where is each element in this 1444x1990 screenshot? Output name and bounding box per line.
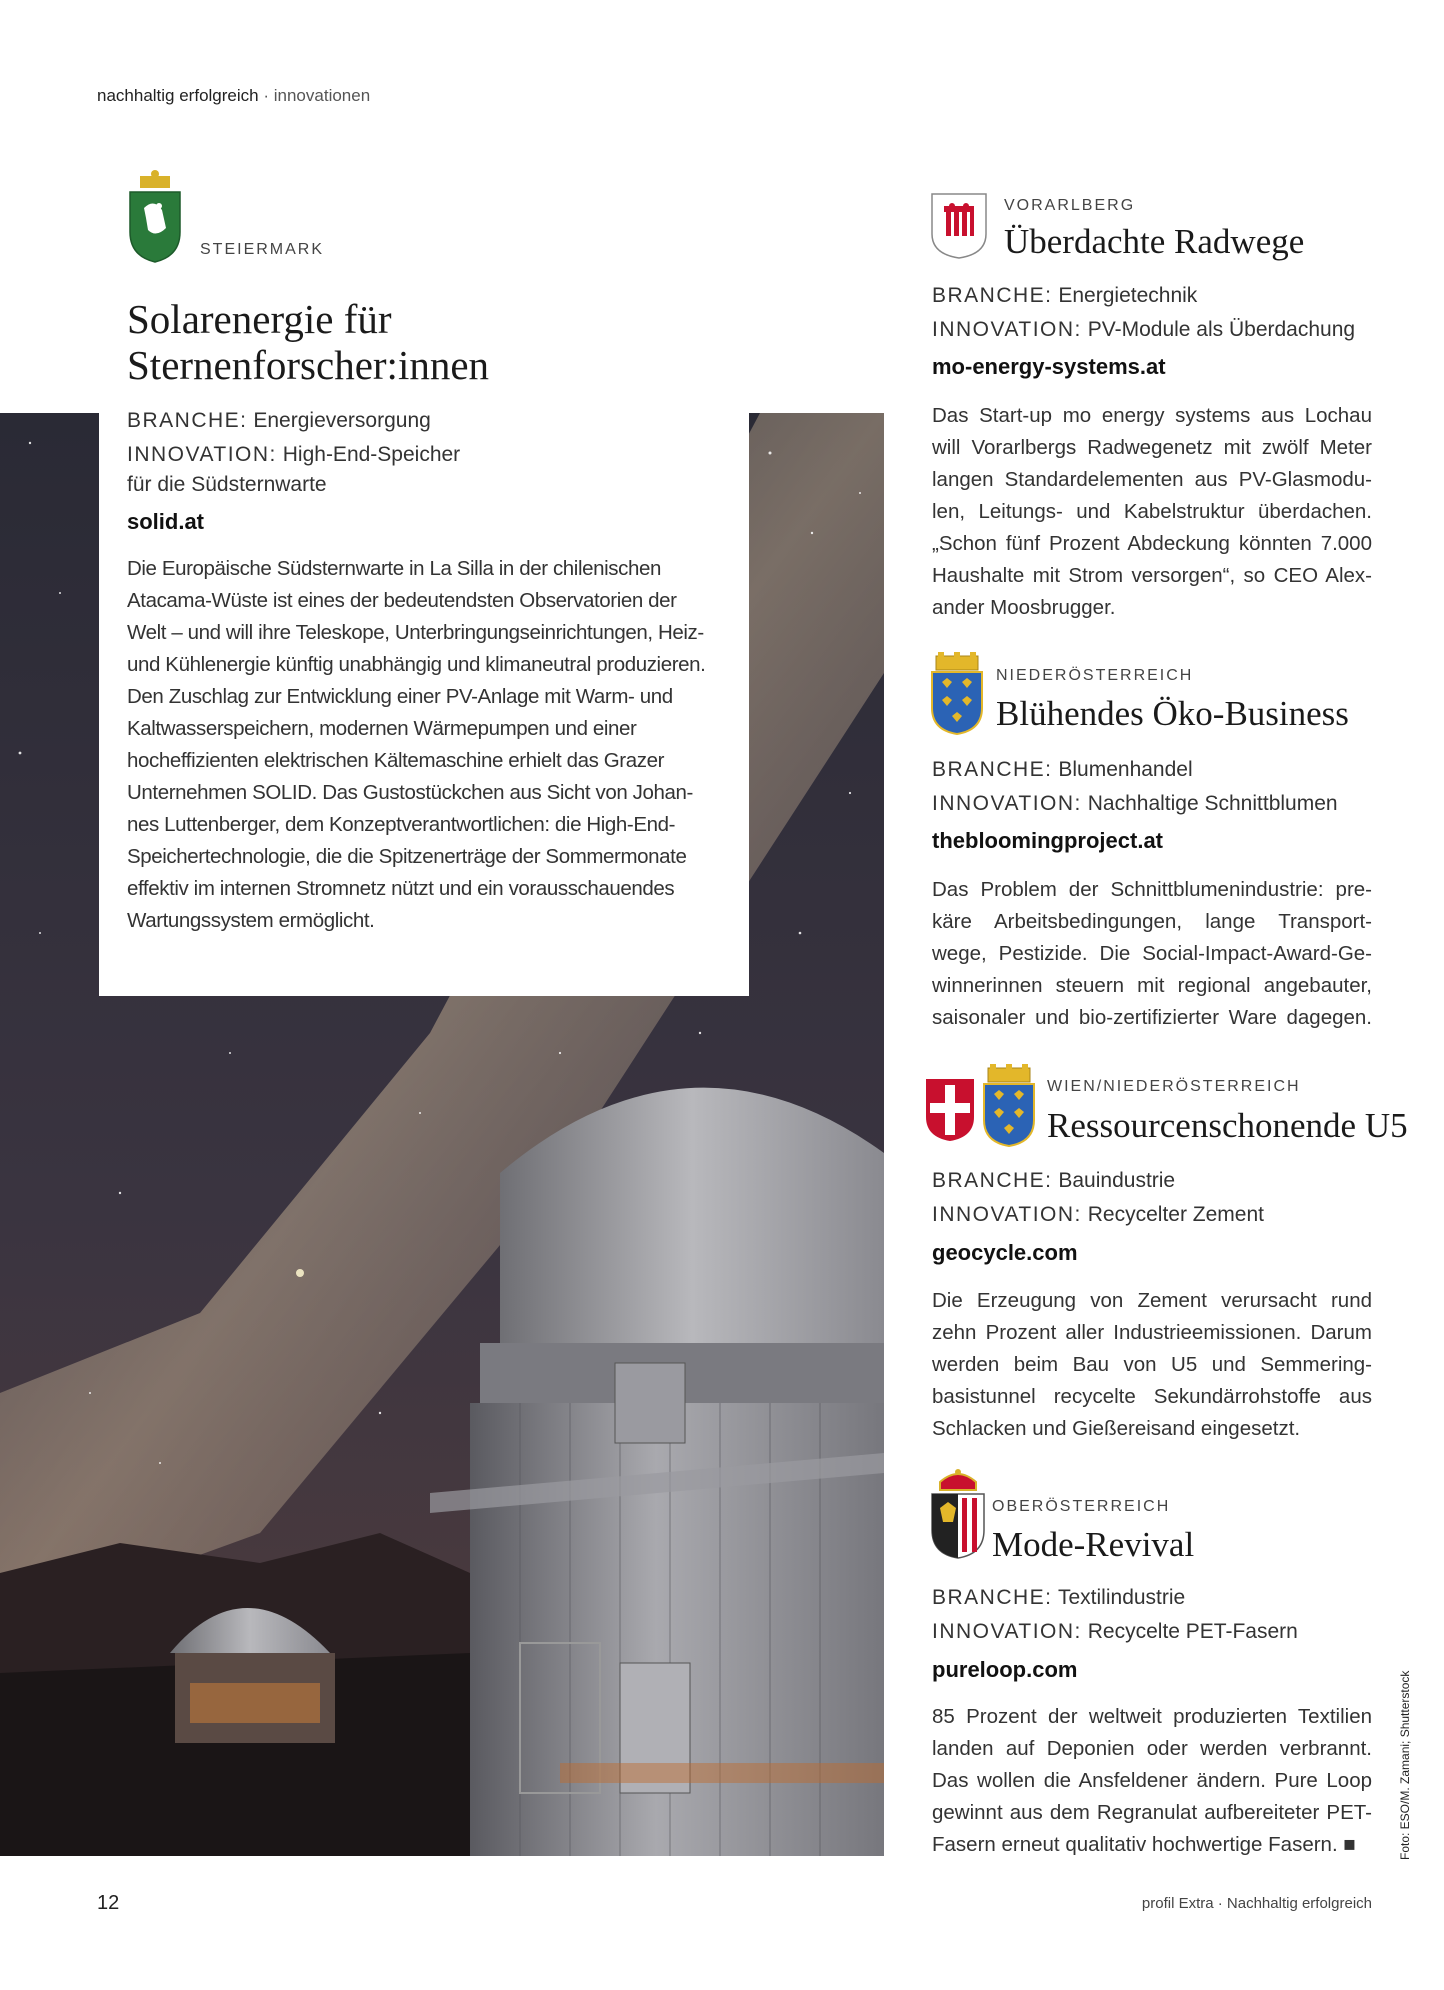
body-line: Atacama-Wüste ist eines der bedeutendsten Observatorien der [127, 589, 677, 612]
wien-crest-icon [924, 1077, 976, 1148]
sidebar-3-branche [932, 1166, 1264, 1196]
main-title-line-2: Sternenforscher:innen [127, 342, 490, 388]
steiermark-crest-icon [126, 168, 184, 269]
header-separator: · [263, 86, 270, 105]
sidebar-3-title: Ressourcenschonende U5 [1047, 1106, 1408, 1145]
innovation-key: INNOVATION: [932, 318, 1082, 341]
branche-key: BRANCHE: [932, 284, 1053, 307]
innovation-value: PV-Module als Überdachung [1087, 318, 1356, 341]
innovation-key: INNOVATION: [932, 1203, 1082, 1226]
branche-value: Energietechnik [1058, 284, 1198, 307]
body-line: langen Standardelementen aus PV-Glasmodu- [932, 468, 1372, 491]
branche-value: Bauindustrie [1058, 1169, 1176, 1192]
body-line: len, Leitungs- und Kabelstruktur überdachen. [932, 500, 1372, 523]
sidebar-3-innovation [932, 1200, 1264, 1230]
innovation-value: Nachhaltige Schnittblumen [1087, 792, 1338, 815]
body-line: nes Luttenberger, dem Konzeptverantwortlichen: die High-End- [127, 813, 676, 836]
body-line: saisonaler und bio-zertifizierter Ware dagegen. [932, 1006, 1372, 1029]
sidebar-1-branche [932, 281, 1355, 311]
sidebar-2-branche [932, 755, 1338, 785]
body-line: effektiv im internen Stromnetz nützt und ein vorausschauendes [127, 877, 675, 900]
body-line: Das Start-up mo energy systems aus Lochau [932, 404, 1372, 427]
body-line: und Kühlenergie künftig unabhängig und klimaneutral produzieren. [127, 653, 706, 676]
innovation-key: INNOVATION: [932, 1620, 1082, 1643]
sidebar-4-meta [932, 1583, 1298, 1647]
branche-key: BRANCHE: [932, 1586, 1053, 1609]
body-line: werden beim Bau von U5 und Semmering- [932, 1353, 1372, 1376]
sidebar-2-region: NIEDERÖSTERREICH [996, 667, 1194, 684]
vorarlberg-crest-icon [930, 192, 988, 265]
body-line: Die Erzeugung von Zement verursacht rund [932, 1289, 1372, 1312]
body-line: landen auf Deponien oder werden verbrannt. [932, 1737, 1372, 1760]
body-line: hocheffizienten elektrischen Kältemaschine erhielt das Grazer [127, 749, 664, 772]
branche-value: Blumenhandel [1058, 758, 1193, 781]
body-line: käre Arbeitsbedingungen, lange Transport- [932, 910, 1372, 933]
body-line: ander Moosbrugger. [932, 596, 1116, 619]
body-line: Schlacken und Gießereisand eingesetzt. [932, 1417, 1301, 1440]
sidebar-4-body [932, 1701, 1372, 1861]
branche-key: BRANCHE: [932, 758, 1053, 781]
sidebar-4-region: OBERÖSTERREICH [992, 1498, 1171, 1515]
sidebar-2-body [932, 874, 1372, 1034]
body-line: gewinnt aus dem Regranulat aufbereiteter PET- [932, 1801, 1372, 1824]
oberoesterreich-crest-icon [930, 1468, 986, 1565]
niederoesterreich-crest-icon [982, 1062, 1036, 1153]
body-line: winnerinnen steuern mit regional angebauter, [932, 974, 1372, 997]
body-line: Unternehmen SOLID. Das Gustostückchen aus Sicht von Johan- [127, 781, 693, 804]
running-header [97, 86, 370, 106]
sidebar-4-branche [932, 1583, 1298, 1613]
branche-key: BRANCHE: [127, 409, 248, 432]
sidebar-4-innovation [932, 1617, 1298, 1647]
body-line: wege, Pestizide. Die Social-Impact-Award-Ge- [932, 942, 1372, 965]
header-subsection: innovationen [273, 86, 371, 105]
sidebar-3-url-link[interactable]: geocycle.com [932, 1240, 1078, 1265]
main-article-body [127, 553, 747, 937]
body-line: Das Problem der Schnittblumenindustrie: pre- [932, 878, 1372, 901]
main-innovation [127, 440, 460, 470]
sidebar-1-body [932, 400, 1372, 624]
body-line: Welt – und will ihre Teleskope, Unterbringungseinrichtungen, Heiz- [127, 621, 704, 644]
header-section: nachhaltig erfolgreich [97, 86, 259, 105]
photo-credit: Foto: ESO/M. Zamani; Shutterstock [1398, 1670, 1412, 1860]
sidebar-3-region: WIEN/NIEDERÖSTERREICH [1047, 1078, 1301, 1095]
sidebar-1-innovation [932, 315, 1355, 345]
footer-publication: profil Extra · Nachhaltig erfolgreich [1141, 1895, 1372, 1912]
main-url-link[interactable]: solid.at [127, 509, 205, 534]
sidebar-3-meta [932, 1166, 1264, 1230]
sidebar-4-title: Mode-Revival [992, 1525, 1195, 1564]
body-line: zehn Prozent aller Industrieemissionen. Darum [932, 1321, 1372, 1344]
sidebar-2-url-link[interactable]: thebloomingproject.at [932, 828, 1163, 853]
main-region-label: STEIERMARK [200, 241, 325, 258]
branche-key: BRANCHE: [932, 1169, 1053, 1192]
main-branche [127, 406, 460, 436]
sidebar-1-region: VORARLBERG [1004, 197, 1136, 214]
body-line: Haushalte mit Strom versorgen“, so CEO Alex- [932, 564, 1372, 587]
sidebar-1-title: Überdachte Radwege [1004, 222, 1305, 261]
body-line: Das wollen die Ansfeldener ändern. Pure Loop [932, 1769, 1372, 1792]
sidebar-4-url-link[interactable]: pureloop.com [932, 1657, 1078, 1682]
niederoesterreich-crest-icon [930, 650, 984, 741]
body-line: Die Europäische Südsternwarte in La Silla in der chilenischen [127, 557, 661, 580]
sidebar-1-meta [932, 281, 1355, 345]
main-article-title [127, 296, 489, 388]
body-line: Den Zuschlag zur Entwicklung einer PV-Anlage mit Warm- und [127, 685, 673, 708]
sidebar-3-body [932, 1285, 1372, 1445]
branche-value: Energieversorgung [253, 409, 431, 432]
innovation-value: Recycelte PET-Fasern [1087, 1620, 1298, 1643]
innovation-key: INNOVATION: [932, 792, 1082, 815]
main-meta [127, 406, 460, 500]
body-line: basistunnel recycelte Sekundärrohstoffe aus [932, 1385, 1372, 1408]
body-line: „Schon fünf Prozent Abdeckung könnten 7.000 [932, 532, 1372, 555]
innovation-value: High-End-Speicher [282, 443, 461, 466]
sidebar-2-innovation [932, 789, 1338, 819]
page-number: 12 [97, 1892, 120, 1914]
body-line: Fasern erneut qualitativ hochwertige Fasern. ■ [932, 1833, 1356, 1856]
innovation-key: INNOVATION: [127, 443, 277, 466]
body-line: Wartungssystem ermöglicht. [127, 909, 375, 932]
sidebar-2-meta [932, 755, 1338, 819]
body-line: will Vorarlbergs Radwegenetz mit zwölf Meter [932, 436, 1372, 459]
main-title-line-1: Solarenergie für [127, 296, 392, 342]
branche-value: Textilindustrie [1058, 1586, 1186, 1609]
body-line: 85 Prozent der weltweit produzierten Textilien [932, 1705, 1372, 1728]
body-line: Speichertechnologie, die die Spitzenerträge der Sommermonate [127, 845, 687, 868]
body-line: Kaltwasserspeichern, modernen Wärmepumpen und einer [127, 717, 637, 740]
main-innovation-line-2: für die Südsternwarte [127, 473, 327, 496]
innovation-value: Recycelter Zement [1087, 1203, 1264, 1226]
sidebar-1-url-link[interactable]: mo-energy-systems.at [932, 354, 1166, 379]
sidebar-2-title: Blühendes Öko-Business [996, 694, 1349, 733]
